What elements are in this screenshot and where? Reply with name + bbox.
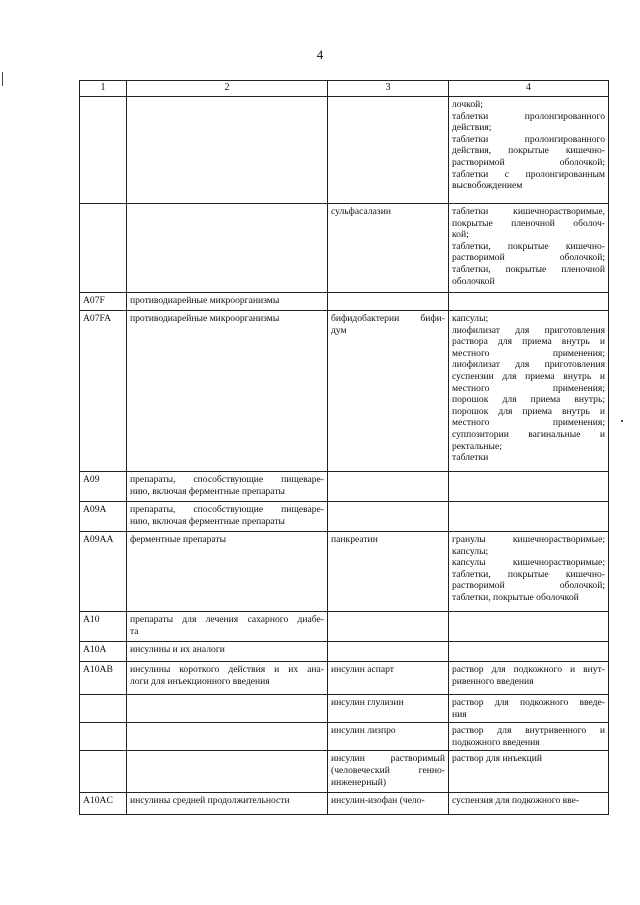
cell-text-line: таблетки, покрытые оболочкой [452,591,579,603]
table-row [80,293,609,311]
cell-forms [449,472,609,502]
cell-text-line: сульфасалазин [331,206,391,217]
table-row [80,723,609,751]
cell-drug [328,502,449,532]
cell-text-line: раствора для приема внутрь и [452,336,605,348]
column-header: 4 [449,81,609,97]
cell-code [80,723,127,751]
cell-text-line: капсулы; [452,545,489,557]
cell-drug [328,311,449,472]
cell-text-line: инсулин глулизин [331,697,404,708]
cell-text-line: капсулы; [452,313,489,324]
cell-forms [449,97,609,204]
cell-text-line: бифидобактерии бифи- [331,313,445,324]
table-row [80,472,609,502]
cell-text-line: местного применения; [452,417,605,429]
cell-text-line: раствор для подкожного введе- [452,697,605,708]
cell-text-line: таблетки, покрытые пленочной [452,263,605,275]
cell-text-line: растворимой оболочкой; [452,252,605,264]
cell-text-line: (человеческий генно- [331,764,445,776]
cell-forms [449,532,609,612]
cell-text-line: та [130,625,139,637]
cell-text-line: кой; [452,229,469,241]
cell-text-line: нию, включая ферментные препараты [130,485,285,497]
cell-text-line: препараты, способствующие пищеваре- [130,504,324,515]
table-row [80,793,609,815]
cell-text-line: инсулин лизпро [331,725,396,737]
drug-classification-table [79,80,609,815]
cell-text-line: раствор для внутривенного и [452,725,605,737]
cell-text-line: лиофилизат для приготовления [452,324,605,336]
cell-forms [449,642,609,662]
cell-text-line: противодиарейные микроорганизмы [130,295,280,306]
cell-text-line: гранулы кишечнорастворимые; [452,534,605,545]
cell-text-line: суспензии для приема внутрь и [452,370,605,382]
table-row [80,751,609,793]
cell-text-line: лиофилизат для приготовления [452,359,605,371]
cell-drug [328,204,449,293]
cell-drug [328,793,449,815]
cell-text-line: дум [331,324,347,336]
cell-group [127,642,328,662]
cell-group [127,204,328,293]
cell-text-line: действия; [452,122,492,134]
cell-forms [449,793,609,815]
table-row [80,642,609,662]
cell-text-line: таблетки, покрытые кишечно- [452,240,605,252]
margin-mark [621,420,623,422]
cell-group [127,502,328,532]
cell-group [127,793,328,815]
cell-group [127,612,328,642]
cell-text-line: инженерный) [331,776,387,788]
cell-drug [328,662,449,695]
cell-code [80,751,127,793]
cell-group [127,723,328,751]
cell-drug [328,472,449,502]
table-row [80,311,609,472]
cell-text-line: растворимой оболочкой; [452,580,605,592]
cell-text-line: логи для инъекционного введения [130,675,270,687]
cell-text-line: суппозитории вагинальные и [452,428,605,440]
cell-text-line: капсулы кишечнорастворимые; [452,557,605,569]
cell-forms [449,695,609,723]
cell-group [127,97,328,204]
column-header: 1 [80,81,127,97]
cell-group [127,695,328,723]
cell-text-line: инсулин растворимый [331,753,445,765]
cell-forms [449,293,609,311]
cell-drug [328,695,449,723]
cell-text-line: растворимой оболочкой; [452,156,605,168]
table-row [80,204,609,293]
cell-text-line: ния [452,708,467,720]
cell-text-line: местного применения; [452,382,605,394]
cell-text-line: инсулин-изофан (чело- [331,795,425,807]
cell-code: A07F [80,293,127,311]
table-row [80,612,609,642]
margin-mark [2,72,3,86]
cell-text-line: противодиарейные микроорганизмы [130,313,280,324]
cell-text-line: подкожного введения [452,736,540,748]
cell-text-line: раствор для инъекций [452,753,542,765]
table-row [80,695,609,723]
table-row [80,502,609,532]
cell-text-line: ривенного введения [452,675,534,687]
cell-text-line: лочкой; [452,99,483,110]
cell-forms [449,723,609,751]
cell-text-line: суспензия для подкожного вве- [452,795,580,807]
column-header: 3 [328,81,449,97]
cell-code: A07FA [80,311,127,472]
cell-code [80,97,127,204]
cell-text-line: ректальные; [452,440,502,452]
cell-text-line: таблетки пролонгированного [452,110,605,122]
cell-text-line: нию, включая ферментные препараты [130,515,285,527]
cell-group [127,311,328,472]
cell-text-line: местного применения; [452,347,605,359]
cell-forms [449,311,609,472]
cell-group [127,751,328,793]
table-row [80,97,609,204]
column-header: 2 [127,81,328,97]
table-row [80,662,609,695]
cell-text-line: панкреатин [331,534,378,545]
cell-text-line: таблетки кишечнорастворимые, [452,206,605,217]
cell-drug [328,723,449,751]
table-header-row [80,81,609,97]
cell-text-line: действия, покрытые кишечно- [452,145,605,157]
cell-group [127,662,328,695]
cell-text-line: высвобождением [452,180,523,192]
cell-text-line: таблетки [452,452,489,464]
cell-group [127,293,328,311]
cell-text-line: инсулин аспарт [331,664,395,675]
cell-forms [449,502,609,532]
cell-text-line: раствор для подкожного и внут- [452,664,605,675]
cell-group [127,472,328,502]
cell-code: A10AC [80,793,127,815]
cell-code: A09AA [80,532,127,612]
cell-drug [328,97,449,204]
cell-text-line: препараты, способствующие пищеваре- [130,474,324,485]
cell-text-line: порошок для приема внутрь и [452,405,605,417]
cell-text-line: таблетки с пролонгированным [452,168,605,180]
cell-code: A10A [80,642,127,662]
cell-text-line: таблетки, покрытые кишечно- [452,568,605,580]
cell-code: A10AB [80,662,127,695]
cell-drug [328,642,449,662]
cell-text-line: ферментные препараты [130,534,227,545]
cell-text-line: инсулины и их аналоги [130,644,225,655]
cell-forms [449,662,609,695]
cell-text-line: порошок для приема внутрь; [452,394,605,406]
cell-text-line: инсулины средней продолжительности [130,795,290,807]
cell-drug [328,612,449,642]
table-body [80,97,609,815]
cell-text-line: препараты для лечения сахарного диабе- [130,614,324,625]
cell-code [80,695,127,723]
cell-text-line: оболочкой [452,275,495,287]
table-row [80,532,609,612]
cell-code [80,204,127,293]
cell-text-line: инсулины короткого действия и их ана- [130,664,324,675]
cell-text-line: покрытые пленочной оболоч- [452,217,605,229]
cell-code: A09 [80,472,127,502]
cell-group [127,532,328,612]
cell-forms [449,612,609,642]
cell-forms [449,751,609,793]
cell-code: A10 [80,612,127,642]
cell-drug [328,751,449,793]
cell-drug [328,293,449,311]
page-number: 4 [316,47,324,62]
cell-code: A09A [80,502,127,532]
cell-forms [449,204,609,293]
cell-drug [328,532,449,612]
cell-text-line: таблетки пролонгированного [452,133,605,145]
